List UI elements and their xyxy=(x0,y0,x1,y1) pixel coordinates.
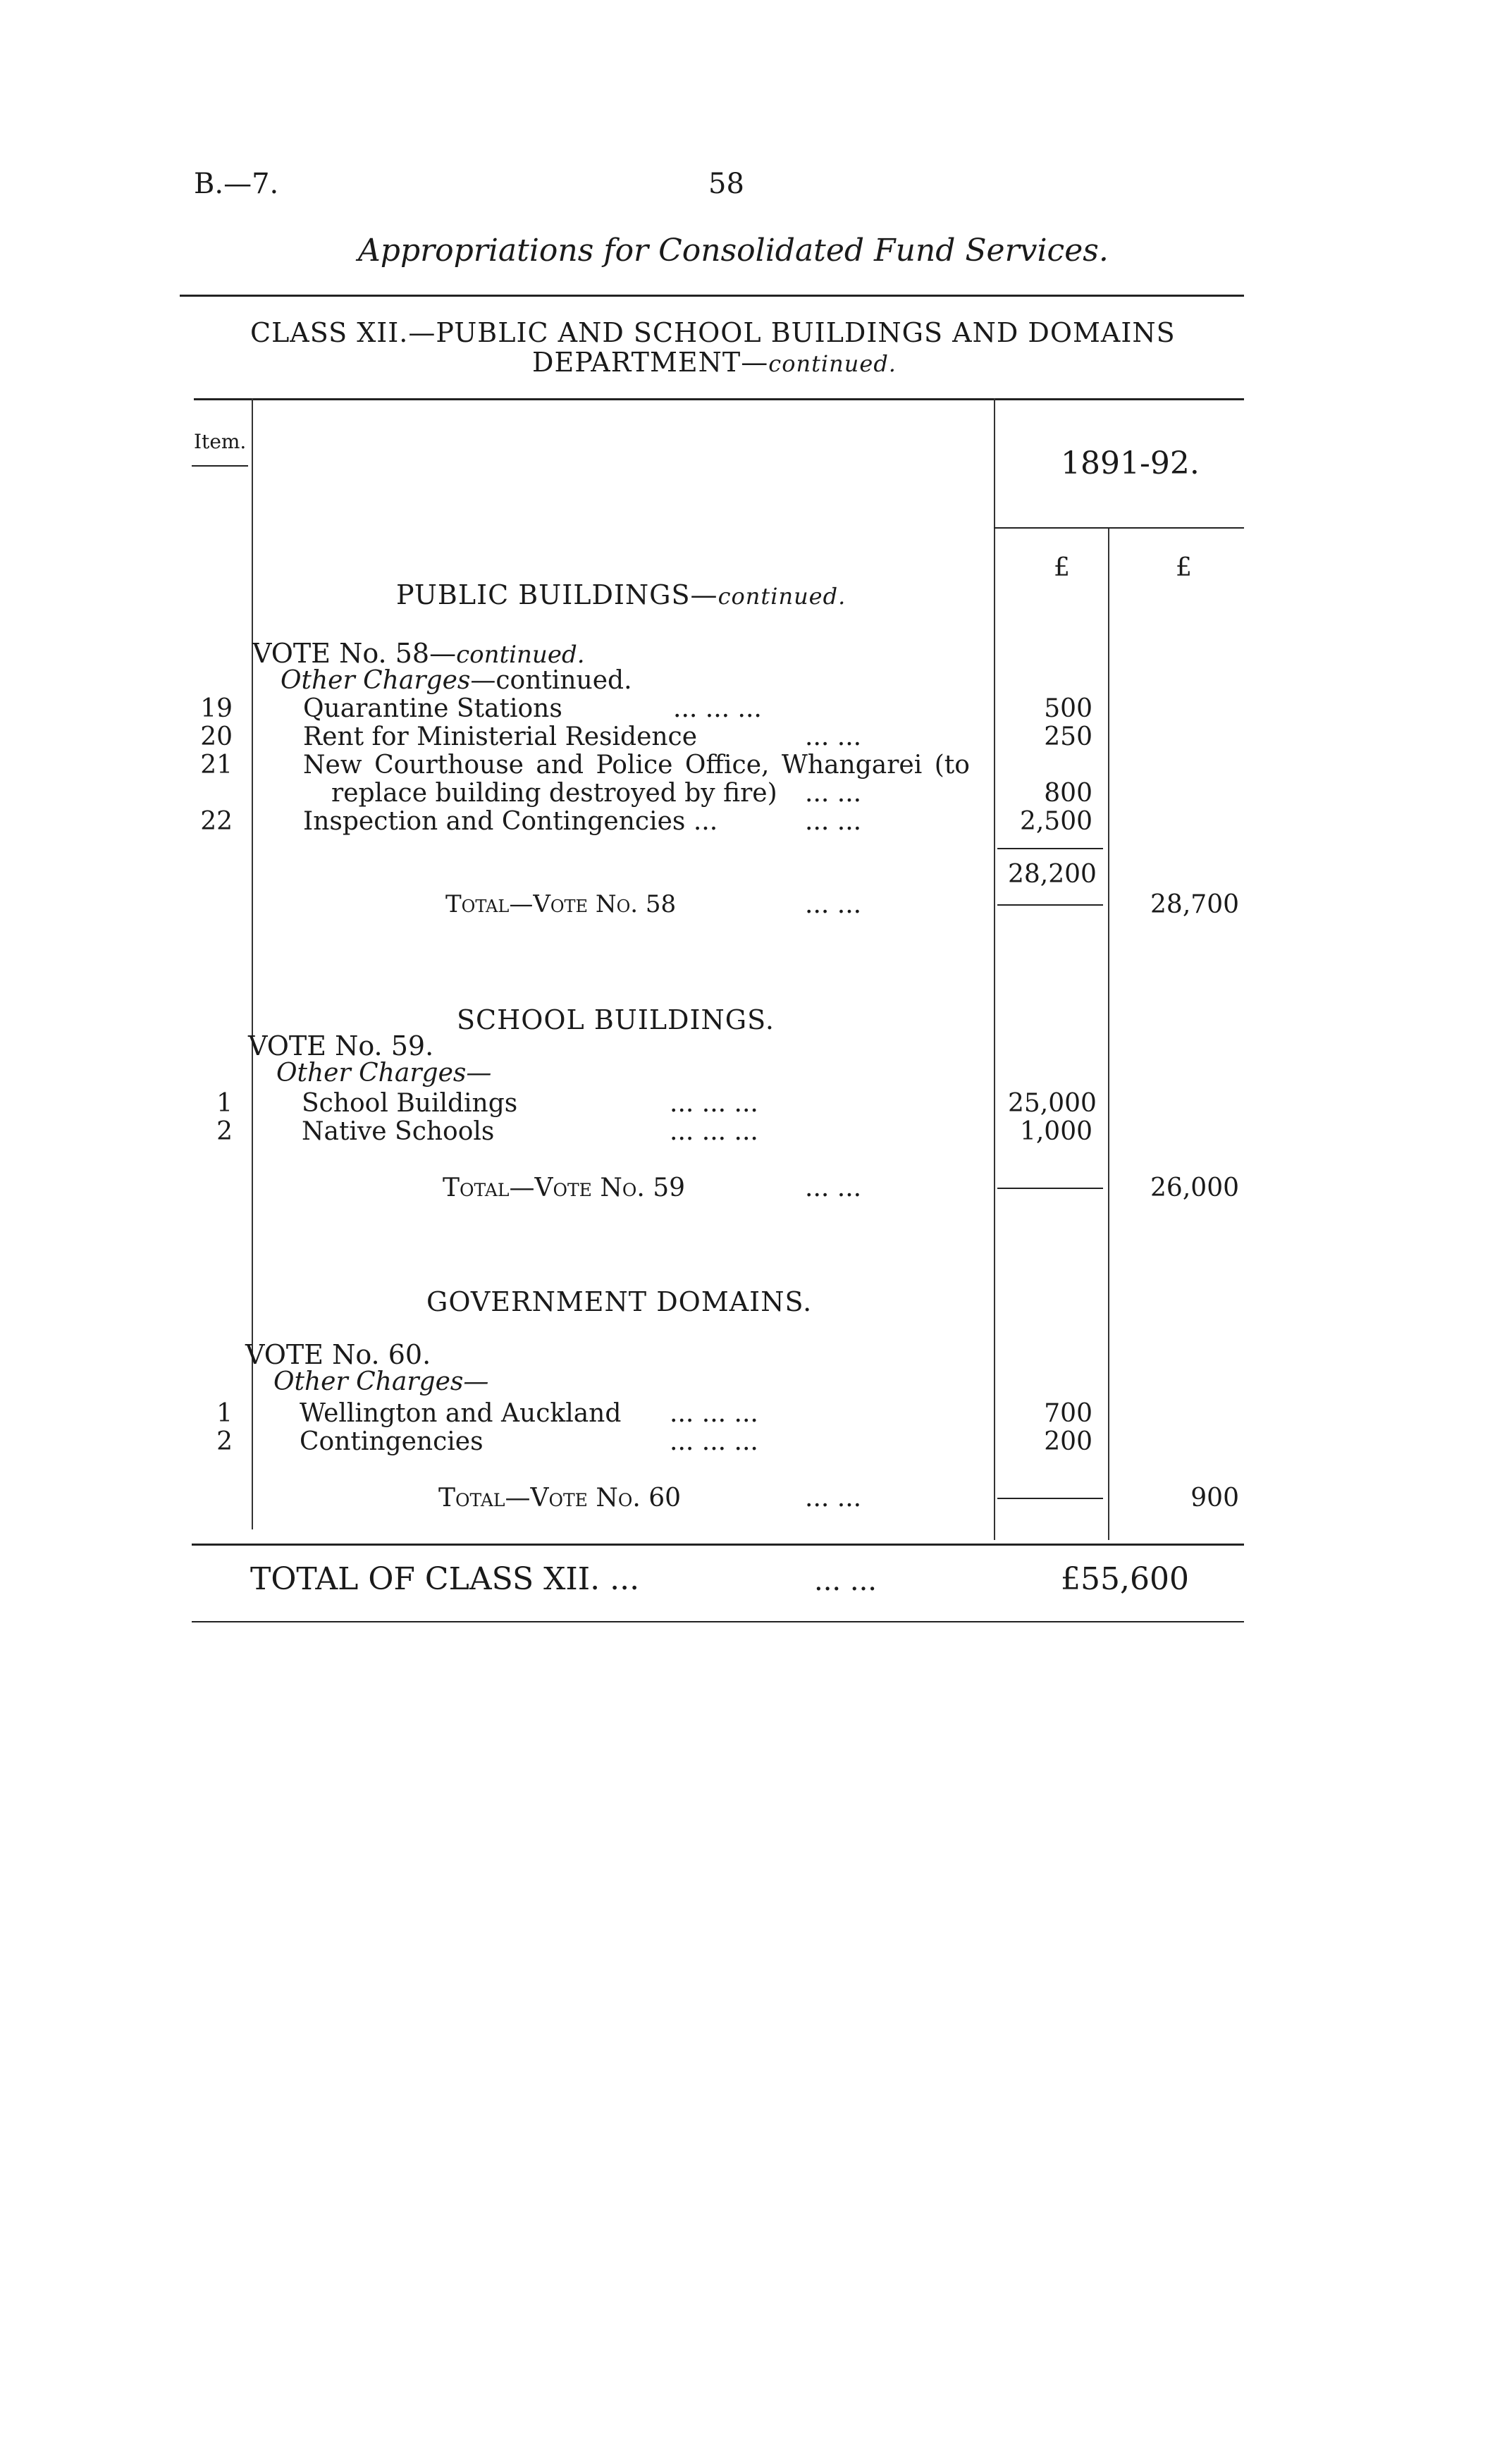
vote-58-continued: continued. xyxy=(456,641,585,669)
item-number: 2 xyxy=(216,1117,233,1146)
vote-58-label xyxy=(252,638,585,669)
leader-dots: ... ... xyxy=(805,1484,862,1513)
page-title: Appropriations for Consolidated Fund Services. xyxy=(358,233,1109,269)
item-description: Wellington and Auckland xyxy=(300,1399,622,1428)
item-number: 1 xyxy=(216,1089,233,1118)
class-heading-department: DEPARTMENT— xyxy=(532,347,769,378)
leader-dots: ... ... ... xyxy=(670,1089,758,1118)
total-rule xyxy=(997,1498,1103,1499)
class-heading-continued: continued. xyxy=(768,350,897,377)
leader-dots: ... ... ... xyxy=(670,1117,758,1146)
school-buildings-heading: SCHOOL BUILDINGS. xyxy=(457,1004,775,1035)
leader-dots: ... ... xyxy=(814,1565,878,1597)
vote-60-total-label: Total—Vote No. 60 xyxy=(438,1484,682,1513)
item-number: 19 xyxy=(200,694,233,723)
item-description: New Courthouse and Police Office, Whangarei (to xyxy=(303,751,970,780)
vote-59-total: 26,000 xyxy=(1150,1174,1239,1202)
leader-dots: ... ... ... xyxy=(673,694,762,723)
item-amount: 500 xyxy=(1044,694,1092,723)
document-reference: B.—7. xyxy=(194,168,279,200)
table-top-rule xyxy=(194,398,1244,400)
subtotal-column-divider xyxy=(1108,529,1109,1540)
leader-dots: ... ... ... xyxy=(670,1399,758,1428)
year-column-header: 1891-92. xyxy=(1061,445,1200,481)
leader-dots: ... ... xyxy=(805,807,862,836)
item-number: 21 xyxy=(200,751,233,780)
item-amount: 25,000 xyxy=(1008,1089,1097,1118)
item-amount: 250 xyxy=(1044,722,1092,751)
other-charges-italic: Other Charges xyxy=(281,666,471,695)
class-total-bottom-rule xyxy=(192,1621,1244,1622)
leader-dots: ... ... xyxy=(805,1174,862,1202)
vote-58-text: VOTE No. 58— xyxy=(252,638,457,669)
vote-60-other-charges: Other Charges— xyxy=(273,1367,489,1396)
other-charges-continued: —continued. xyxy=(470,666,632,695)
item-description: Native Schools xyxy=(302,1117,495,1146)
currency-left-header: £ xyxy=(1054,553,1070,582)
vote-59-total-label: Total—Vote No. 59 xyxy=(443,1174,686,1202)
class-total-top-rule xyxy=(192,1544,1244,1546)
class-heading-line2 xyxy=(532,347,897,378)
vote-58-other-charges xyxy=(281,666,632,695)
item-header-rule xyxy=(192,465,248,467)
subtotal-rule xyxy=(997,848,1103,849)
public-buildings-heading-continued: continued. xyxy=(718,583,846,610)
class-total-value: £55,600 xyxy=(1061,1561,1189,1597)
year-header-rule xyxy=(994,527,1244,529)
total-rule xyxy=(997,904,1103,906)
leader-dots: ... ... xyxy=(805,890,862,919)
item-amount: 1,000 xyxy=(1019,1117,1092,1146)
item-amount: 700 xyxy=(1044,1399,1092,1428)
item-number: 20 xyxy=(200,722,233,751)
leader-dots: ... ... xyxy=(805,722,862,751)
leader-dots: ... ... ... xyxy=(670,1427,758,1456)
amount-column-divider xyxy=(994,398,995,1540)
item-description: Rent for Ministerial Residence xyxy=(303,722,698,751)
item-number: 1 xyxy=(216,1399,233,1428)
public-buildings-heading xyxy=(396,579,846,610)
currency-right-header: £ xyxy=(1176,553,1192,582)
item-amount: 800 xyxy=(1044,779,1092,808)
page-number: 58 xyxy=(708,168,744,200)
vote-59-label: VOTE No. 59. xyxy=(248,1030,434,1061)
item-number: 2 xyxy=(216,1427,233,1456)
item-description: Quarantine Stations xyxy=(303,694,562,723)
item-description: Inspection and Contingencies ... xyxy=(303,807,718,836)
item-description: Contingencies xyxy=(300,1427,484,1456)
item-description-continued: replace building destroyed by fire) xyxy=(331,779,777,808)
title-rule xyxy=(180,295,1244,297)
government-domains-heading: GOVERNMENT DOMAINS. xyxy=(426,1286,813,1317)
vote-60-total: 900 xyxy=(1190,1484,1239,1513)
item-column-header: Item. xyxy=(194,430,247,453)
vote-58-subtotal: 28,200 xyxy=(1008,860,1097,889)
item-description: School Buildings xyxy=(302,1089,518,1118)
class-heading-line1: CLASS XII.—PUBLIC AND SCHOOL BUILDINGS AND DOMAINS xyxy=(250,317,1176,348)
item-number: 22 xyxy=(200,807,233,836)
vote-58-total-label: Total—Vote No. 58 xyxy=(445,890,677,918)
total-rule xyxy=(997,1188,1103,1189)
item-amount: 200 xyxy=(1044,1427,1092,1456)
vote-59-other-charges: Other Charges— xyxy=(276,1059,492,1088)
leader-dots: ... ... xyxy=(805,779,862,808)
item-amount: 2,500 xyxy=(1019,807,1092,836)
vote-60-label: VOTE No. 60. xyxy=(245,1339,431,1370)
class-total-label: TOTAL OF CLASS XII. ... xyxy=(250,1561,640,1597)
public-buildings-heading-text: PUBLIC BUILDINGS— xyxy=(396,579,718,610)
vote-58-total: 28,700 xyxy=(1150,890,1239,919)
